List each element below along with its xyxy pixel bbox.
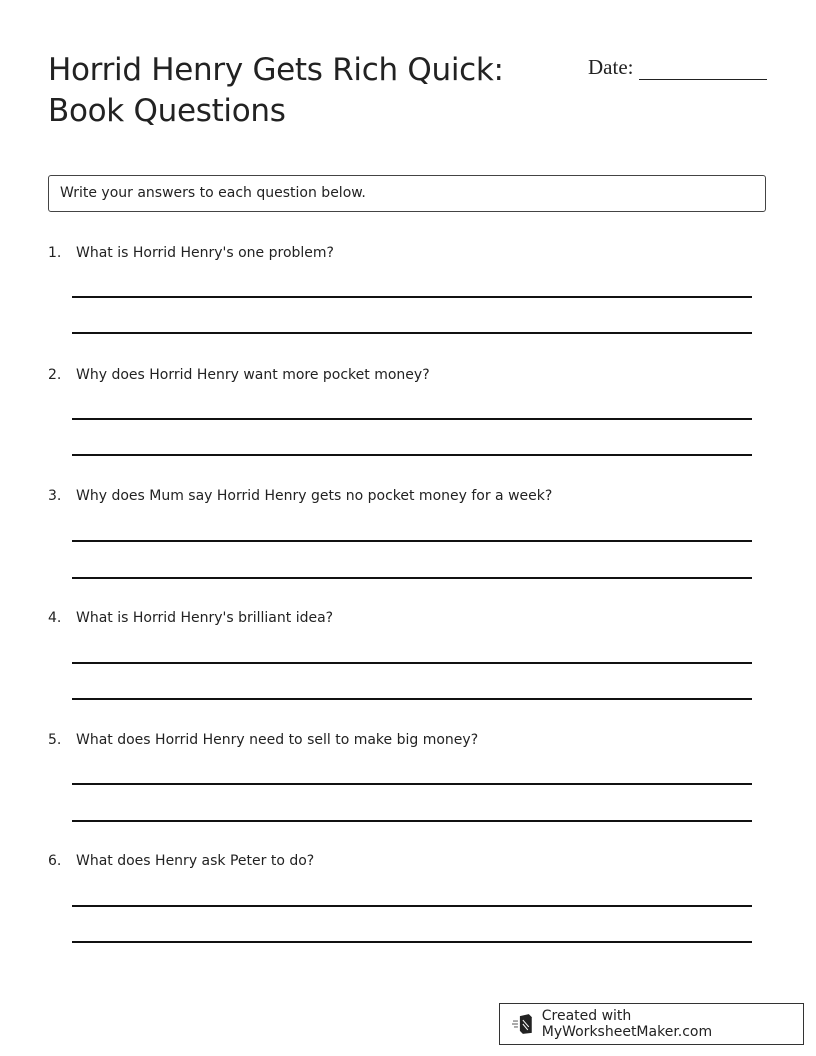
footer-text: Created with MyWorksheetMaker.com <box>541 1008 713 1040</box>
question-5 <box>48 730 758 750</box>
title-line-2: Book Questions <box>48 93 286 129</box>
question-text: What does Henry ask Peter to do? <box>76 853 315 869</box>
title-line-1: Horrid Henry Gets Rich Quick: <box>48 52 504 88</box>
question-number: 3. <box>48 488 62 504</box>
question-2 <box>48 365 758 385</box>
question-number: 2. <box>48 367 62 383</box>
question-text: What does Horrid Henry need to sell to make big money? <box>76 732 479 748</box>
question-text: What is Horrid Henry's brilliant idea? <box>76 610 334 626</box>
question-1 <box>48 243 758 263</box>
answer-line[interactable] <box>72 783 752 785</box>
question-number: 1. <box>48 245 62 261</box>
question-text: What is Horrid Henry's one problem? <box>76 245 334 261</box>
answer-line[interactable] <box>72 577 752 579</box>
answer-line[interactable] <box>72 662 752 664</box>
page-title <box>48 50 504 132</box>
question-number: 5. <box>48 732 62 748</box>
question-text: Why does Mum say Horrid Henry gets no pocket money for a week? <box>76 488 553 504</box>
date-label: Date: <box>588 55 634 79</box>
footer-credit[interactable] <box>499 1003 804 1045</box>
answer-line[interactable] <box>72 296 752 298</box>
question-text: Why does Horrid Henry want more pocket money? <box>76 367 430 383</box>
answer-line[interactable] <box>72 905 752 907</box>
question-number: 4. <box>48 610 62 626</box>
question-number: 6. <box>48 853 62 869</box>
question-3 <box>48 486 758 506</box>
answer-line[interactable] <box>72 698 752 700</box>
instructions-box: Write your answers to each question below. <box>48 175 766 212</box>
question-6 <box>48 851 758 871</box>
date-blank-line[interactable] <box>639 53 767 80</box>
answer-line[interactable] <box>72 418 752 420</box>
answer-line[interactable] <box>72 941 752 943</box>
worksheet-maker-logo-icon <box>512 1013 534 1035</box>
answer-line[interactable] <box>72 332 752 334</box>
date-field <box>588 53 767 80</box>
answer-line[interactable] <box>72 540 752 542</box>
question-4 <box>48 608 758 628</box>
answer-line[interactable] <box>72 820 752 822</box>
answer-line[interactable] <box>72 454 752 456</box>
